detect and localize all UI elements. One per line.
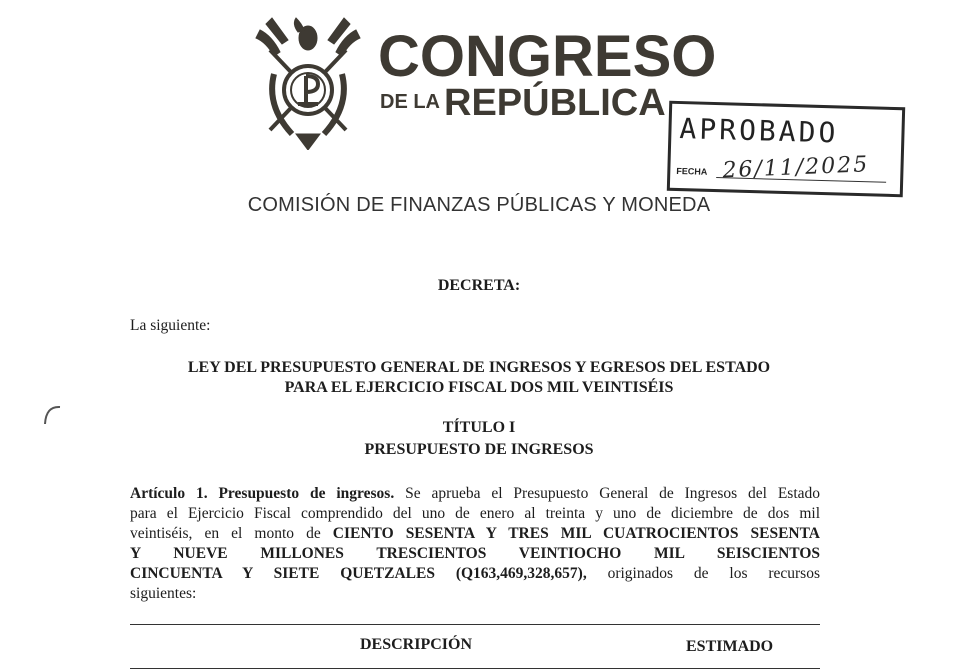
commission-name: COMISIÓN DE FINANZAS PÚBLICAS Y MONEDA bbox=[247, 194, 711, 216]
law-title bbox=[0, 358, 958, 398]
law-title-line-1: LEY DEL PRESUPUESTO GENERAL DE INGRESOS Y EGRESOS DEL ESTADO bbox=[187, 359, 771, 376]
article-1-line-1-text: Se aprueba el Presupuesto General de Ingresos del Estado bbox=[405, 485, 821, 502]
approval-stamp bbox=[667, 101, 905, 198]
article-1-amount-part-2: Y NUEVE MILLONES TRESCIENTOS VEINTIOCHO MIL SEISCIENTOS bbox=[130, 545, 820, 562]
decreta-heading: DECRETA: bbox=[437, 277, 521, 294]
table-header-description: DESCRIPCIÓN bbox=[360, 636, 473, 653]
article-1-line-5-text: originados de los recursos bbox=[607, 565, 820, 582]
article-1-heading: Artículo 1. Presupuesto de ingresos. bbox=[130, 485, 395, 502]
titulo-name: PRESUPUESTO DE INGRESOS bbox=[364, 441, 594, 458]
stamp-fecha-label: FECHA bbox=[676, 165, 708, 177]
article-1-amount-part-1: CIENTO SESENTA Y TRES MIL CUATROCIENTOS SESENTA bbox=[332, 525, 821, 542]
stamp-title: APROBADO bbox=[679, 112, 839, 150]
table-top-rule bbox=[130, 624, 820, 625]
article-1-line-3-text: veintiséis, en el monto de bbox=[130, 525, 321, 542]
titulo-label: TÍTULO I bbox=[442, 419, 516, 436]
article-1-line-5 bbox=[130, 564, 820, 584]
logo-congreso-text: CONGRESO bbox=[378, 24, 717, 89]
intro-text: La siguiente: bbox=[130, 317, 211, 334]
stamp-date: 26/11/2025 bbox=[722, 152, 870, 184]
article-1-line-2: para el Ejercicio Fiscal comprendido del uno de enero al treinta y uno de diciembre de dos mil bbox=[130, 505, 820, 522]
article-1-line-1 bbox=[130, 484, 820, 504]
table-header-estimated: ESTIMADO bbox=[686, 638, 774, 655]
article-1 bbox=[130, 484, 820, 604]
article-1-line-3 bbox=[130, 524, 820, 544]
scan-mark-icon bbox=[42, 404, 62, 426]
coat-of-arms-emblem bbox=[252, 10, 364, 150]
law-title-line-2: PARA EL EJERCICIO FISCAL DOS MIL VEINTISÉIS bbox=[284, 379, 674, 396]
logo-republica-text: REPÚBLICA bbox=[444, 82, 666, 124]
article-1-amount-part-3: CINCUENTA Y SIETE QUETZALES (Q163,469,328,657), bbox=[130, 565, 587, 582]
logo-de-la-text: DE LA bbox=[380, 91, 440, 113]
article-1-line-6: siguientes: bbox=[130, 585, 197, 602]
table-header-bottom-rule bbox=[130, 668, 820, 669]
